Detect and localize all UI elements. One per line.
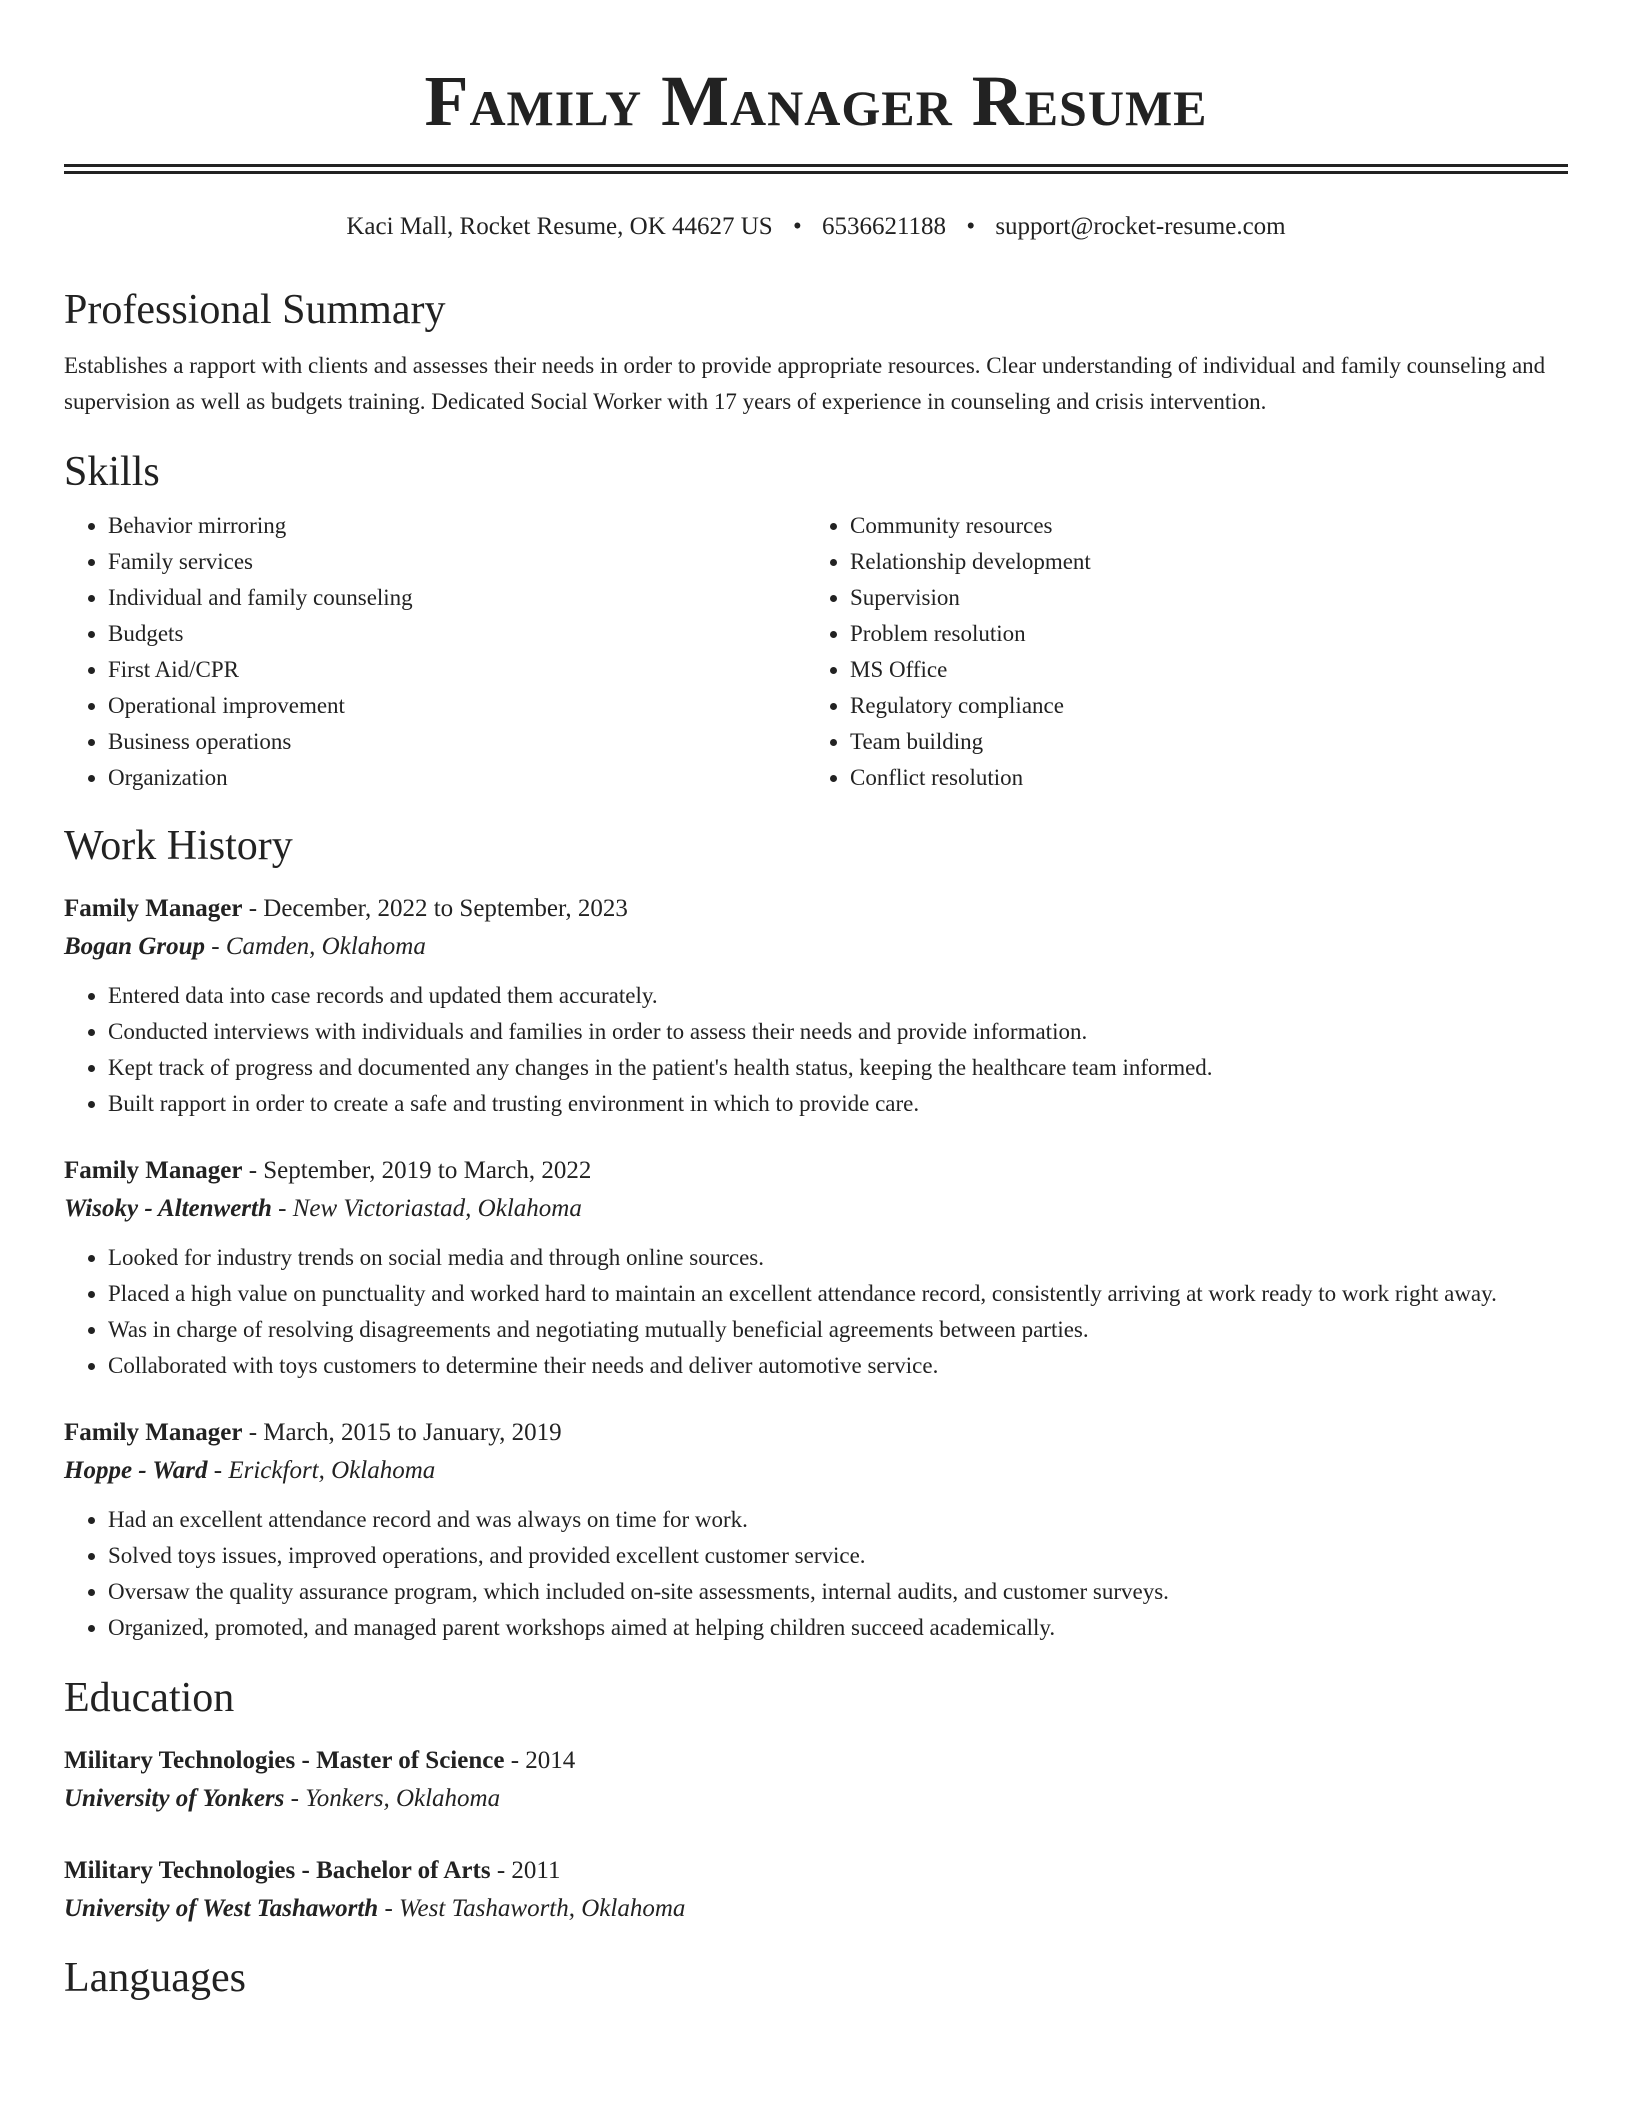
work-history-section (64, 820, 1568, 1646)
job-bullet: • Had an excellent attendance record and was always on time for work. (108, 1502, 1568, 1538)
education-school-line (64, 1890, 1568, 1928)
job-bullet: • Oversaw the quality assurance program, which included on-site assessments, internal audits, and customer surveys. (108, 1574, 1568, 1610)
contact-separator: • (966, 213, 976, 240)
contact-phone: 6536621188 (821, 213, 947, 240)
skills-right-list (806, 508, 1548, 796)
education-entry (64, 1852, 1568, 1928)
job-bullet: • Built rapport in order to create a safe and trusting environment in which to provide care. (108, 1086, 1568, 1122)
skills-left-list (64, 508, 806, 796)
skill-item: • MS Office (850, 652, 1548, 688)
job-bullet: • Organized, promoted, and managed parent workshops aimed at helping children succeed academically. (108, 1610, 1568, 1646)
job-header (64, 890, 1568, 928)
job-bullet: • Was in charge of resolving disagreements and negotiating mutually beneficial agreements between parties. (108, 1312, 1568, 1348)
skill-item: • Community resources (850, 508, 1548, 544)
job-title: Family Manager (64, 1419, 243, 1446)
skills-heading: Skills (64, 449, 160, 495)
job-title: Family Manager (64, 895, 243, 922)
education-school: University of West Tashaworth (64, 1895, 379, 1922)
title-divider (64, 164, 1568, 174)
education-heading: Education (64, 1675, 235, 1721)
job-location: - Camden, Oklahoma (205, 933, 426, 960)
job-entry (64, 890, 1568, 1122)
job-entry (64, 1152, 1568, 1384)
job-location: - Erickfort, Oklahoma (207, 1457, 436, 1484)
education-year: - 2011 (490, 1857, 561, 1884)
education-entry (64, 1742, 1568, 1818)
job-bullet: • Collaborated with toys customers to determine their needs and deliver automotive service. (108, 1348, 1568, 1384)
job-bullets (64, 1240, 1568, 1384)
job-header (64, 1414, 1568, 1452)
skill-item: • Conflict resolution (850, 760, 1548, 796)
job-company: Hoppe - Ward (64, 1457, 208, 1484)
languages-section (64, 1952, 1568, 2004)
skill-item: • Regulatory compliance (850, 688, 1548, 724)
job-entry (64, 1414, 1568, 1646)
job-bullets (64, 978, 1568, 1122)
education-school-line (64, 1780, 1568, 1818)
summary-heading: Professional Summary (64, 287, 446, 333)
education-header (64, 1852, 1568, 1890)
job-location: - New Victoriastad, Oklahoma (271, 1195, 582, 1222)
contact-address: Kaci Mall, Rocket Resume, OK 44627 US (346, 213, 773, 240)
skill-item: • Organization (108, 760, 806, 796)
education-degree: Military Technologies - Bachelor of Arts (64, 1857, 491, 1884)
languages-heading: Languages (64, 1955, 246, 2001)
education-header (64, 1742, 1568, 1780)
job-company: Bogan Group (64, 933, 206, 960)
job-bullet: • Entered data into case records and updated them accurately. (108, 978, 1568, 1014)
skill-item: • Relationship development (850, 544, 1548, 580)
job-dates: - December, 2022 to September, 2023 (242, 895, 628, 922)
page-title: Family Manager Resume (424, 61, 1208, 141)
job-title: Family Manager (64, 1157, 243, 1184)
summary-text: Establishes a rapport with clients and assesses their needs in order to provide appropriate resources. Clear understanding of individual and family counseling and supervision as well as budgets training. Dedicated Social Worker with 17 years of experience in counseling and crisis intervention. (64, 353, 1546, 414)
job-bullet: • Kept track of progress and documented any changes in the patient's health status, keeping the healthcare team informed. (108, 1050, 1568, 1086)
skills-section (64, 446, 1568, 796)
skills-grid (64, 508, 1568, 796)
job-bullets (64, 1502, 1568, 1646)
skill-item: • Team building (850, 724, 1548, 760)
summary-section (64, 284, 1568, 420)
education-location: - Yonkers, Oklahoma (284, 1785, 501, 1812)
job-bullet: • Looked for industry trends on social media and through online sources. (108, 1240, 1568, 1276)
skill-item: • Problem resolution (850, 616, 1548, 652)
contact-email: support@rocket-resume.com (995, 213, 1286, 240)
skill-item: • Supervision (850, 580, 1548, 616)
contact-separator: • (792, 213, 802, 240)
skill-item: • Individual and family counseling (108, 580, 806, 616)
skill-item: • Business operations (108, 724, 806, 760)
skill-item: • First Aid/CPR (108, 652, 806, 688)
education-degree: Military Technologies - Master of Science (64, 1747, 505, 1774)
skill-item: • Budgets (108, 616, 806, 652)
education-school: University of Yonkers (64, 1785, 285, 1812)
job-company: Wisoky - Altenwerth (64, 1195, 272, 1222)
skill-item: • Family services (108, 544, 806, 580)
job-company-line (64, 928, 1568, 966)
job-company-line (64, 1190, 1568, 1228)
job-bullet: • Placed a high value on punctuality and worked hard to maintain an excellent attendance record, consistently arriving at work ready to work right away. (108, 1276, 1568, 1312)
education-location: - West Tashaworth, Oklahoma (378, 1895, 686, 1922)
contact-line (64, 210, 1568, 244)
job-dates: - March, 2015 to January, 2019 (242, 1419, 562, 1446)
education-year: - 2014 (504, 1747, 576, 1774)
job-dates: - September, 2019 to March, 2022 (242, 1157, 592, 1184)
work-history-heading: Work History (64, 823, 293, 869)
skill-item: • Behavior mirroring (108, 508, 806, 544)
skill-item: • Operational improvement (108, 688, 806, 724)
job-bullet: • Solved toys issues, improved operations, and provided excellent customer service. (108, 1538, 1568, 1574)
education-section (64, 1672, 1568, 1928)
job-company-line (64, 1452, 1568, 1490)
job-bullet: • Conducted interviews with individuals and families in order to assess their needs and provide information. (108, 1014, 1568, 1050)
job-header (64, 1152, 1568, 1190)
